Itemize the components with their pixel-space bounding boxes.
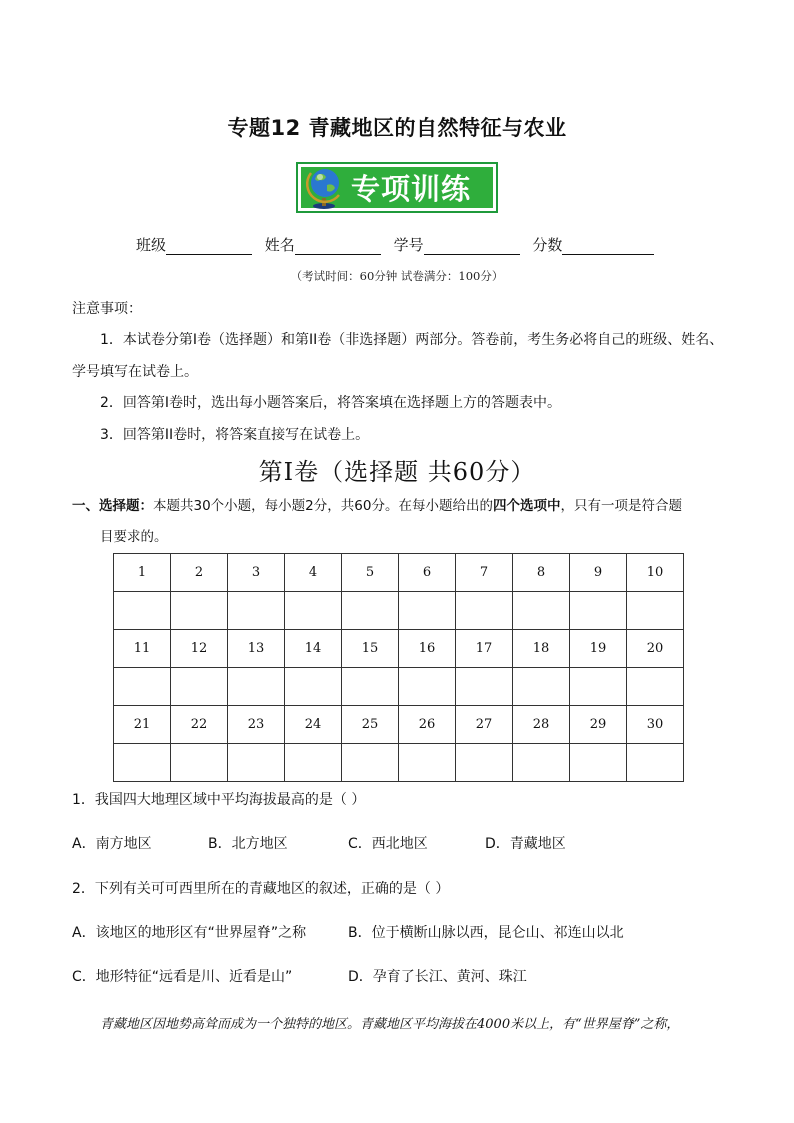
question-number-cell: 23 <box>228 706 285 744</box>
question-number-cell: 6 <box>399 554 456 592</box>
question-number-cell: 4 <box>285 554 342 592</box>
question-1-option-b[interactable]: B．北方地区 <box>208 836 288 852</box>
answer-cell[interactable] <box>570 744 627 782</box>
answer-cell[interactable] <box>228 592 285 630</box>
answer-cell[interactable] <box>570 592 627 630</box>
score-field[interactable] <box>562 238 654 255</box>
question-number-cell: 21 <box>114 706 171 744</box>
answer-cell[interactable] <box>342 744 399 782</box>
question-number-cell: 10 <box>627 554 684 592</box>
question-number-cell: 29 <box>570 706 627 744</box>
answer-cell[interactable] <box>627 668 684 706</box>
answer-table <box>113 553 684 782</box>
answer-cell[interactable] <box>513 668 570 706</box>
question-1-option-a[interactable]: A．南方地区 <box>72 836 152 852</box>
reading-passage: 青藏地区因地势高耸而成为一个独特的地区。青藏地区平均海拔在4000米以上，有“世界屋脊”之称， <box>100 1017 680 1032</box>
name-label: 姓名 <box>264 236 295 254</box>
question-number-cell: 3 <box>228 554 285 592</box>
question-number-cell: 22 <box>171 706 228 744</box>
intro-text-1: 本题共30个小题，每小题2分，共60分。在每小题给出的 <box>153 498 493 514</box>
answer-cell[interactable] <box>570 668 627 706</box>
question-number-cell: 1 <box>114 554 171 592</box>
question-number-cell: 2 <box>171 554 228 592</box>
answer-cell[interactable] <box>114 668 171 706</box>
name-field[interactable] <box>295 238 381 255</box>
question-number-cell: 15 <box>342 630 399 668</box>
student-info-row <box>136 234 654 255</box>
question-number-cell: 30 <box>627 706 684 744</box>
question-number-cell: 26 <box>399 706 456 744</box>
answer-number-row <box>114 630 684 668</box>
question-2-option-c[interactable]: C．地形特征“远看是川、近看是山” <box>72 969 293 985</box>
answer-cell[interactable] <box>456 592 513 630</box>
question-number-cell: 18 <box>513 630 570 668</box>
question-number-cell: 16 <box>399 630 456 668</box>
intro-emphasis: 四个选项中 <box>492 498 561 514</box>
question-2-option-b[interactable]: B．位于横断山脉以西，昆仑山、祁连山以北 <box>348 925 624 941</box>
answer-cell[interactable] <box>399 668 456 706</box>
answer-cell[interactable] <box>627 592 684 630</box>
question-number-cell: 24 <box>285 706 342 744</box>
answer-cell[interactable] <box>342 668 399 706</box>
answer-cell[interactable] <box>114 744 171 782</box>
intro-prefix: 一、选择题： <box>72 498 153 514</box>
question-number-cell: 11 <box>114 630 171 668</box>
notice-heading: 注意事项： <box>72 301 142 317</box>
question-number-cell: 20 <box>627 630 684 668</box>
class-label: 班级 <box>136 236 167 254</box>
answer-cell[interactable] <box>285 744 342 782</box>
answer-cell[interactable] <box>399 744 456 782</box>
exam-meta: （考试时间：60分钟 试卷满分：100分） <box>290 269 504 283</box>
answer-cell[interactable] <box>114 592 171 630</box>
question-number-cell: 8 <box>513 554 570 592</box>
notice-item-1-cont: 学号填写在试卷上。 <box>72 364 198 380</box>
answer-cell[interactable] <box>228 668 285 706</box>
answer-cell[interactable] <box>513 744 570 782</box>
document-title: 专题12 青藏地区的自然特征与农业 <box>227 116 567 140</box>
answer-cell[interactable] <box>513 592 570 630</box>
answer-cell[interactable] <box>171 744 228 782</box>
question-1-stem: 1．我国四大地理区域中平均海拔最高的是（ ） <box>72 792 366 808</box>
question-number-cell: 14 <box>285 630 342 668</box>
question-2-option-d[interactable]: D．孕育了长江、黄河、珠江 <box>348 969 527 985</box>
answer-cell[interactable] <box>399 592 456 630</box>
answer-cell[interactable] <box>456 668 513 706</box>
question-2-stem: 2．下列有关可可西里所在的青藏地区的叙述，正确的是（ ） <box>72 881 450 897</box>
section-title: 第I卷（选择题 共60分） <box>258 458 536 486</box>
question-number-cell: 17 <box>456 630 513 668</box>
question-number-cell: 12 <box>171 630 228 668</box>
question-number-cell: 28 <box>513 706 570 744</box>
notice-item-1: 1．本试卷分第I卷（选择题）和第II卷（非选择题）两部分。答卷前，考生务必将自己的班级、姓名、 <box>100 332 724 348</box>
question-number-cell: 27 <box>456 706 513 744</box>
question-number-cell: 5 <box>342 554 399 592</box>
id-label: 学号 <box>393 236 424 254</box>
answer-cell[interactable] <box>456 744 513 782</box>
question-1-option-d[interactable]: D．青藏地区 <box>485 836 566 852</box>
answer-cell[interactable] <box>171 592 228 630</box>
question-1-option-c[interactable]: C．西北地区 <box>348 836 428 852</box>
question-intro <box>72 496 682 516</box>
question-number-cell: 9 <box>570 554 627 592</box>
training-badge <box>296 162 498 213</box>
answer-blank-row <box>114 592 684 630</box>
answer-number-row <box>114 706 684 744</box>
answer-cell[interactable] <box>228 744 285 782</box>
question-number-cell: 13 <box>228 630 285 668</box>
answer-cell[interactable] <box>285 668 342 706</box>
globe-icon <box>303 165 347 210</box>
answer-cell[interactable] <box>285 592 342 630</box>
question-number-cell: 19 <box>570 630 627 668</box>
question-intro-cont: 目要求的。 <box>100 529 168 545</box>
score-label: 分数 <box>532 236 563 254</box>
intro-text-2: ，只有一项是符合题 <box>560 498 682 514</box>
answer-blank-row <box>114 668 684 706</box>
question-number-cell: 25 <box>342 706 399 744</box>
answer-number-row <box>114 554 684 592</box>
notice-item-3: 3．回答第II卷时，将答案直接写在试卷上。 <box>100 427 370 443</box>
answer-blank-row <box>114 744 684 782</box>
answer-cell[interactable] <box>627 744 684 782</box>
answer-cell[interactable] <box>342 592 399 630</box>
class-field[interactable] <box>166 238 252 255</box>
badge-label: 专项训练 <box>351 172 472 206</box>
id-field[interactable] <box>424 238 520 255</box>
answer-cell[interactable] <box>171 668 228 706</box>
question-number-cell: 7 <box>456 554 513 592</box>
question-2-option-a[interactable]: A．该地区的地形区有“世界屋脊”之称 <box>72 925 307 941</box>
notice-item-2: 2．回答第I卷时，选出每小题答案后，将答案填在选择题上方的答题表中。 <box>100 395 562 411</box>
